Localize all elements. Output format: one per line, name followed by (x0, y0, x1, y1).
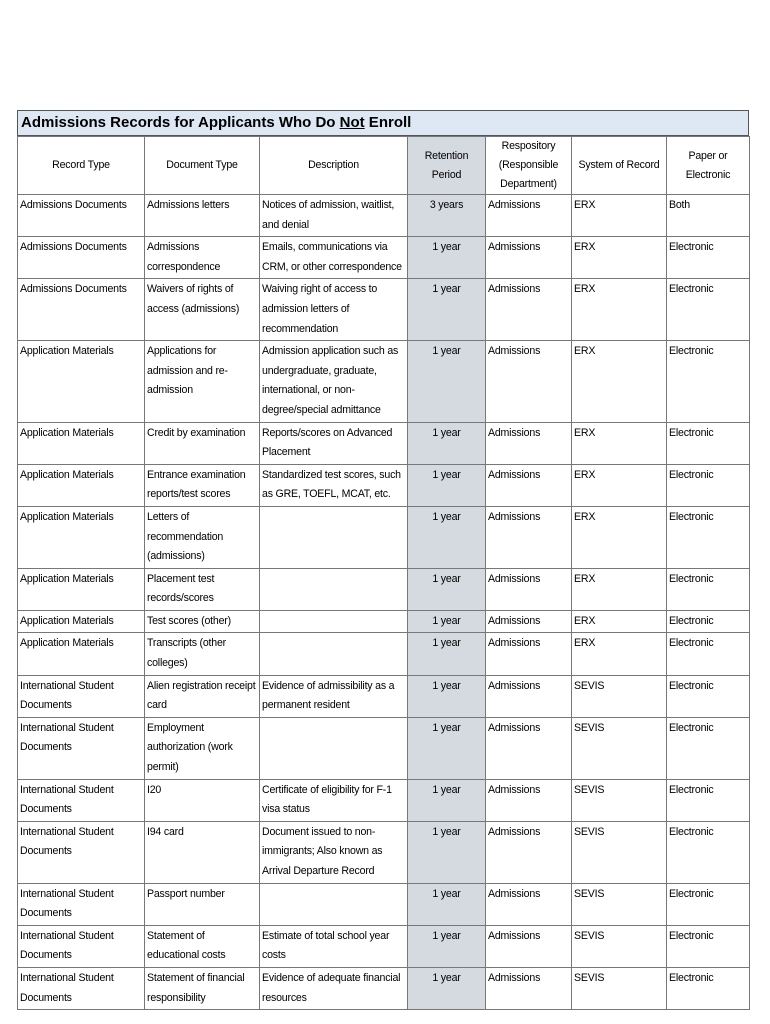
cell-description: Waiving right of access to admission letters of recommendation (260, 279, 408, 341)
cell-system-of-record: SEVIS (572, 967, 667, 1009)
table-row (18, 717, 750, 779)
table-row (18, 506, 750, 568)
cell-retention-period: 1 year (408, 610, 486, 633)
cell-paper-or-electronic: Both (667, 195, 750, 237)
cell-record-type: Application Materials (18, 610, 145, 633)
cell-record-type: Admissions Documents (18, 195, 145, 237)
cell-record-type: International Student Documents (18, 925, 145, 967)
cell-retention-period: 1 year (408, 925, 486, 967)
cell-document-type: Credit by examination (145, 422, 260, 464)
cell-description (260, 568, 408, 610)
header-document-type: Document Type (145, 137, 260, 195)
table-row (18, 633, 750, 675)
cell-document-type: Admissions letters (145, 195, 260, 237)
cell-document-type: Letters of recommendation (admissions) (145, 506, 260, 568)
cell-document-type: Statement of financial responsibility (145, 967, 260, 1009)
cell-system-of-record: SEVIS (572, 821, 667, 883)
cell-paper-or-electronic: Electronic (667, 568, 750, 610)
table-body (18, 195, 750, 1010)
cell-document-type: I94 card (145, 821, 260, 883)
cell-paper-or-electronic: Electronic (667, 821, 750, 883)
cell-paper-or-electronic: Electronic (667, 610, 750, 633)
cell-description: Admission application such as undergraduate, graduate, international, or non-degree/special admittance (260, 341, 408, 422)
title-text-end: Enroll (364, 114, 412, 131)
cell-repository: Admissions (486, 506, 572, 568)
cell-repository: Admissions (486, 279, 572, 341)
cell-description (260, 610, 408, 633)
cell-record-type: International Student Documents (18, 821, 145, 883)
cell-document-type: Placement test records/scores (145, 568, 260, 610)
header-repository: Respository (Responsible Department) (486, 137, 572, 195)
cell-description: Reports/scores on Advanced Placement (260, 422, 408, 464)
cell-retention-period: 1 year (408, 883, 486, 925)
cell-document-type: Test scores (other) (145, 610, 260, 633)
cell-record-type: International Student Documents (18, 779, 145, 821)
table-row (18, 675, 750, 717)
header-paper-or-electronic: Paper or Electronic (667, 137, 750, 195)
cell-retention-period: 1 year (408, 779, 486, 821)
cell-repository: Admissions (486, 967, 572, 1009)
cell-retention-period: 1 year (408, 506, 486, 568)
cell-description (260, 717, 408, 779)
cell-repository: Admissions (486, 633, 572, 675)
cell-system-of-record: SEVIS (572, 717, 667, 779)
cell-record-type: International Student Documents (18, 675, 145, 717)
cell-repository: Admissions (486, 341, 572, 422)
cell-system-of-record: ERX (572, 279, 667, 341)
cell-document-type: Waivers of rights of access (admissions) (145, 279, 260, 341)
cell-description: Standardized test scores, such as GRE, TOEFL, MCAT, etc. (260, 464, 408, 506)
cell-description: Evidence of admissibility as a permanent resident (260, 675, 408, 717)
cell-description (260, 633, 408, 675)
cell-paper-or-electronic: Electronic (667, 925, 750, 967)
cell-system-of-record: SEVIS (572, 925, 667, 967)
cell-document-type: Applications for admission and re-admission (145, 341, 260, 422)
cell-repository: Admissions (486, 779, 572, 821)
table-row (18, 464, 750, 506)
cell-document-type: Entrance examination reports/test scores (145, 464, 260, 506)
cell-record-type: Application Materials (18, 422, 145, 464)
cell-description: Certificate of eligibility for F-1 visa status (260, 779, 408, 821)
sheet-title (17, 110, 749, 136)
cell-repository: Admissions (486, 464, 572, 506)
cell-paper-or-electronic: Electronic (667, 883, 750, 925)
cell-retention-period: 1 year (408, 464, 486, 506)
cell-paper-or-electronic: Electronic (667, 237, 750, 279)
header-row (18, 137, 750, 195)
cell-description: Emails, communications via CRM, or other correspondence (260, 237, 408, 279)
cell-repository: Admissions (486, 717, 572, 779)
cell-paper-or-electronic: Electronic (667, 464, 750, 506)
cell-system-of-record: ERX (572, 506, 667, 568)
cell-record-type: Admissions Documents (18, 279, 145, 341)
cell-description: Document issued to non-immigrants; Also known as Arrival Departure Record (260, 821, 408, 883)
cell-repository: Admissions (486, 195, 572, 237)
header-description: Description (260, 137, 408, 195)
cell-description (260, 506, 408, 568)
cell-record-type: Application Materials (18, 506, 145, 568)
cell-system-of-record: ERX (572, 195, 667, 237)
cell-document-type: Statement of educational costs (145, 925, 260, 967)
cell-retention-period: 1 year (408, 967, 486, 1009)
table-row (18, 568, 750, 610)
cell-system-of-record: SEVIS (572, 675, 667, 717)
cell-record-type: Application Materials (18, 633, 145, 675)
cell-system-of-record: SEVIS (572, 779, 667, 821)
cell-description: Estimate of total school year costs (260, 925, 408, 967)
table-row (18, 883, 750, 925)
header-record-type: Record Type (18, 137, 145, 195)
cell-document-type: Transcripts (other colleges) (145, 633, 260, 675)
cell-document-type: Admissions correspondence (145, 237, 260, 279)
cell-system-of-record: ERX (572, 610, 667, 633)
cell-paper-or-electronic: Electronic (667, 675, 750, 717)
cell-retention-period: 1 year (408, 279, 486, 341)
cell-system-of-record: ERX (572, 341, 667, 422)
cell-record-type: International Student Documents (18, 883, 145, 925)
cell-record-type: International Student Documents (18, 717, 145, 779)
table-row (18, 967, 750, 1009)
table-row (18, 341, 750, 422)
cell-paper-or-electronic: Electronic (667, 967, 750, 1009)
cell-repository: Admissions (486, 237, 572, 279)
cell-retention-period: 1 year (408, 821, 486, 883)
cell-paper-or-electronic: Electronic (667, 422, 750, 464)
cell-description: Notices of admission, waitlist, and denial (260, 195, 408, 237)
cell-description (260, 883, 408, 925)
title-text: Admissions Records for Applicants Who Do (21, 114, 340, 131)
cell-retention-period: 1 year (408, 237, 486, 279)
table-row (18, 422, 750, 464)
cell-repository: Admissions (486, 675, 572, 717)
cell-retention-period: 1 year (408, 633, 486, 675)
table-row (18, 195, 750, 237)
cell-record-type: Application Materials (18, 464, 145, 506)
header-retention-period: Retention Period (408, 137, 486, 195)
cell-paper-or-electronic: Electronic (667, 779, 750, 821)
cell-system-of-record: ERX (572, 464, 667, 506)
cell-retention-period: 1 year (408, 717, 486, 779)
table-row (18, 821, 750, 883)
cell-system-of-record: ERX (572, 568, 667, 610)
cell-record-type: Application Materials (18, 341, 145, 422)
cell-system-of-record: ERX (572, 633, 667, 675)
cell-paper-or-electronic: Electronic (667, 717, 750, 779)
table-row (18, 610, 750, 633)
records-table (17, 136, 750, 1010)
cell-paper-or-electronic: Electronic (667, 279, 750, 341)
cell-record-type: Admissions Documents (18, 237, 145, 279)
table-row (18, 925, 750, 967)
cell-repository: Admissions (486, 821, 572, 883)
cell-paper-or-electronic: Electronic (667, 341, 750, 422)
cell-repository: Admissions (486, 925, 572, 967)
cell-document-type: Passport number (145, 883, 260, 925)
header-system-of-record: System of Record (572, 137, 667, 195)
records-sheet (17, 110, 749, 1010)
cell-document-type: Employment authorization (work permit) (145, 717, 260, 779)
cell-paper-or-electronic: Electronic (667, 506, 750, 568)
cell-document-type: Alien registration receipt card (145, 675, 260, 717)
cell-record-type: Application Materials (18, 568, 145, 610)
cell-repository: Admissions (486, 422, 572, 464)
cell-description: Evidence of adequate financial resources (260, 967, 408, 1009)
table-row (18, 279, 750, 341)
table-row (18, 237, 750, 279)
cell-retention-period: 1 year (408, 341, 486, 422)
cell-document-type: I20 (145, 779, 260, 821)
cell-repository: Admissions (486, 568, 572, 610)
cell-retention-period: 3 years (408, 195, 486, 237)
cell-system-of-record: ERX (572, 422, 667, 464)
title-emphasis: Not (339, 114, 365, 131)
cell-retention-period: 1 year (408, 422, 486, 464)
cell-retention-period: 1 year (408, 568, 486, 610)
cell-record-type: International Student Documents (18, 967, 145, 1009)
table-row (18, 779, 750, 821)
cell-repository: Admissions (486, 610, 572, 633)
cell-system-of-record: SEVIS (572, 883, 667, 925)
cell-paper-or-electronic: Electronic (667, 633, 750, 675)
cell-retention-period: 1 year (408, 675, 486, 717)
cell-repository: Admissions (486, 883, 572, 925)
cell-system-of-record: ERX (572, 237, 667, 279)
